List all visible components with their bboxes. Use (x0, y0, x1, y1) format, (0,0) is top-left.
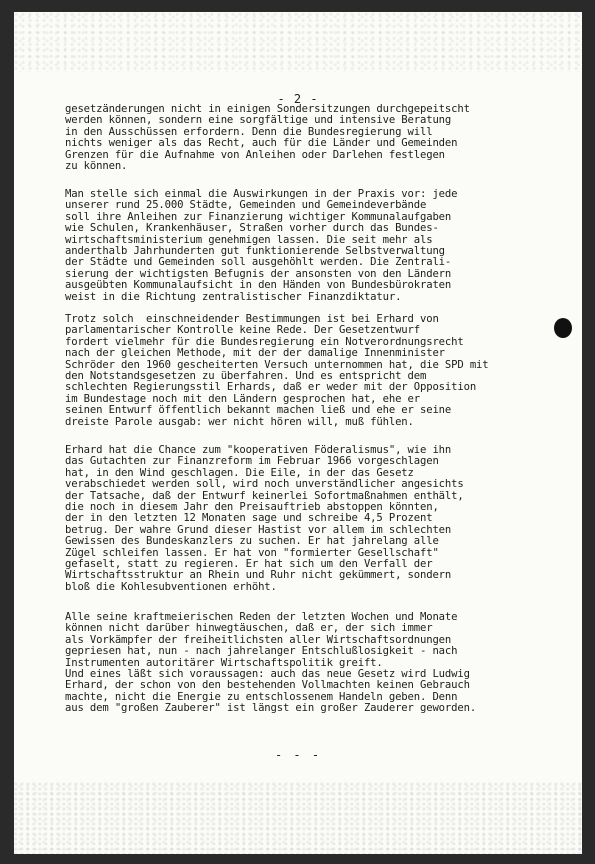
text-line: Schröder den 1960 gescheiterten Versuch unternommen hat, die SPD mit (65, 358, 489, 371)
text-line: seinen Entwurf öffentlich bekannt machen ließ und ehe er seine (65, 404, 452, 417)
paragraph-4 (65, 445, 565, 593)
text-line: schlechten Regierungsstil Erhards, daß er weder mit der Opposition (65, 381, 477, 394)
text-line: der in den letzten 12 Monaten sage und schreibe 4,5 Prozent (65, 512, 433, 525)
text-line: verabschiedet werden soll, wird noch unverständlicher angesichts (65, 478, 464, 491)
text-line: wie Schulen, Krankenhäuser, Straßen vorher durch das Bundes- (65, 222, 439, 235)
text-line: der Städte und Gemeinden soll ausgehöhlt werden. Die Zentrali- (65, 256, 452, 269)
text-line: parlamentarischer Kontrolle keine Rede. Der Gesetzentwurf (65, 324, 420, 337)
paragraph-2 (65, 189, 565, 303)
text-line: bloß die Kohlesubventionen erhöht. (65, 580, 277, 593)
text-line: in den Ausschüssen erfordern. Denn die Bundesregierung will (65, 125, 433, 138)
scan-noise-top (14, 12, 582, 72)
text-line: den Notstandsgesetzen zu überfahren. Und es entspricht dem (65, 370, 427, 383)
text-line: werden können, sondern eine sorgfältige und intensive Beratung (65, 114, 452, 127)
text-line: Wirtschaftsstruktur an Rhein und Ruhr nicht gekümmert, sondern (65, 569, 452, 582)
text-line: Erhard, der schon von den bestehenden Vollmachten keinen Gebrauch (65, 679, 470, 692)
text-line: können nicht darüber hinwegtäuschen, daß er, der sich immer (65, 622, 433, 635)
text-line: unserer rund 25.000 Städte, Gemeinden und Gemeindeverbände (65, 199, 427, 212)
text-line: Erhard hat die Chance zum "kooperativen Föderalismus", wie ihn (65, 444, 452, 456)
end-separator: - - - (274, 748, 322, 762)
text-line: gepriesen hat, nun - nach jahrelanger Entschlußlosigkeit - nach (65, 645, 458, 658)
paragraph-3 (65, 314, 565, 428)
text-line: weist in die Richtung zentralistischer Finanzdiktatur. (65, 290, 402, 303)
text-line: fordert vielmehr für die Bundesregierung ein Notverordnungsrecht (65, 335, 464, 348)
text-line: Zügel schleifen lassen. Er hat von "formierter Gesellschaft" (65, 546, 439, 559)
text-line: ausgeübten Kommunalaufsicht in den Händen von Bundesbürokraten (65, 279, 452, 292)
text-line: als Vorkämpfer der freiheitlichsten aller Wirtschaftsordnungen (65, 633, 452, 646)
document-page (14, 12, 582, 854)
text-line: wirtschaftsministerium genehmigen lassen. Die seit mehr als (65, 233, 433, 246)
ink-blot (554, 318, 572, 338)
text-line: hat, in den Wind geschlagen. Die Eile, in der das Gesetz (65, 466, 414, 479)
text-line: soll ihre Anleihen zur Finanzierung wichtiger Kommunalaufgaben (65, 210, 452, 223)
text-line: dreiste Parole ausgab: wer nicht hören will, muß fühlen. (65, 415, 414, 428)
scan-noise-bottom (14, 782, 582, 854)
text-line: die noch in diesem Jahr den Preisauftrieb abstoppen könnten, (65, 501, 439, 514)
text-line: im Bundestage noch mit den Ländern gesprochen hat, ehe er (65, 392, 420, 405)
text-line: sierung der wichtigsten Befugnis der ansonsten von den Ländern (65, 267, 452, 280)
text-line: Trotz solch einschneidender Bestimmungen ist bei Erhard von (65, 313, 439, 325)
text-line: aus dem "großen Zauberer" ist längst ein großer Zauderer geworden. (65, 702, 477, 715)
text-line: nach der gleichen Methode, mit der der damalige Innenminister (65, 347, 445, 360)
text-line: gefaselt, statt zu regieren. Er hat sich um den Verfall der (65, 558, 433, 571)
text-line: gesetzänderungen nicht in einigen Sondersitzungen durchgepeitscht (65, 103, 470, 115)
paragraph-1 (65, 104, 565, 172)
paragraph-5 (65, 612, 565, 715)
text-line: Gewissen des Bundeskanzlers zu suchen. Er hat jahrelang alle (65, 535, 439, 548)
text-line: der Tatsache, daß der Entwurf keinerlei Sofortmaßnahmen enthält, (65, 489, 464, 502)
text-line: anderthalb Jahrhunderten gut funktionierende Selbstverwaltung (65, 245, 445, 258)
page-number: - 2 - (277, 92, 319, 106)
text-line: machte, nicht die Energie zu entschlossenem Handeln geben. Denn (65, 690, 458, 703)
text-line: zu können. (65, 160, 128, 173)
text-line: Und eines läßt sich voraussagen: auch das neue Gesetz wird Ludwig (65, 668, 470, 681)
text-line: Grenzen für die Aufnahme von Anleihen oder Darlehen festlegen (65, 148, 445, 161)
text-line: Man stelle sich einmal die Auswirkungen in der Praxis vor: jede (65, 188, 458, 200)
text-line: nichts weniger als das Recht, auch für die Länder und Gemeinden (65, 137, 458, 150)
text-line: Alle seine kraftmeierischen Reden der letzten Wochen und Monate (65, 611, 458, 623)
text-line: das Gutachten zur Finanzreform im Februar 1966 vorgeschlagen (65, 455, 439, 468)
text-line: Instrumenten autoritärer Wirtschaftspolitik greift. (65, 656, 383, 669)
text-line: betrug. Der wahre Grund dieser Hastist vor allem im schlechten (65, 523, 452, 536)
